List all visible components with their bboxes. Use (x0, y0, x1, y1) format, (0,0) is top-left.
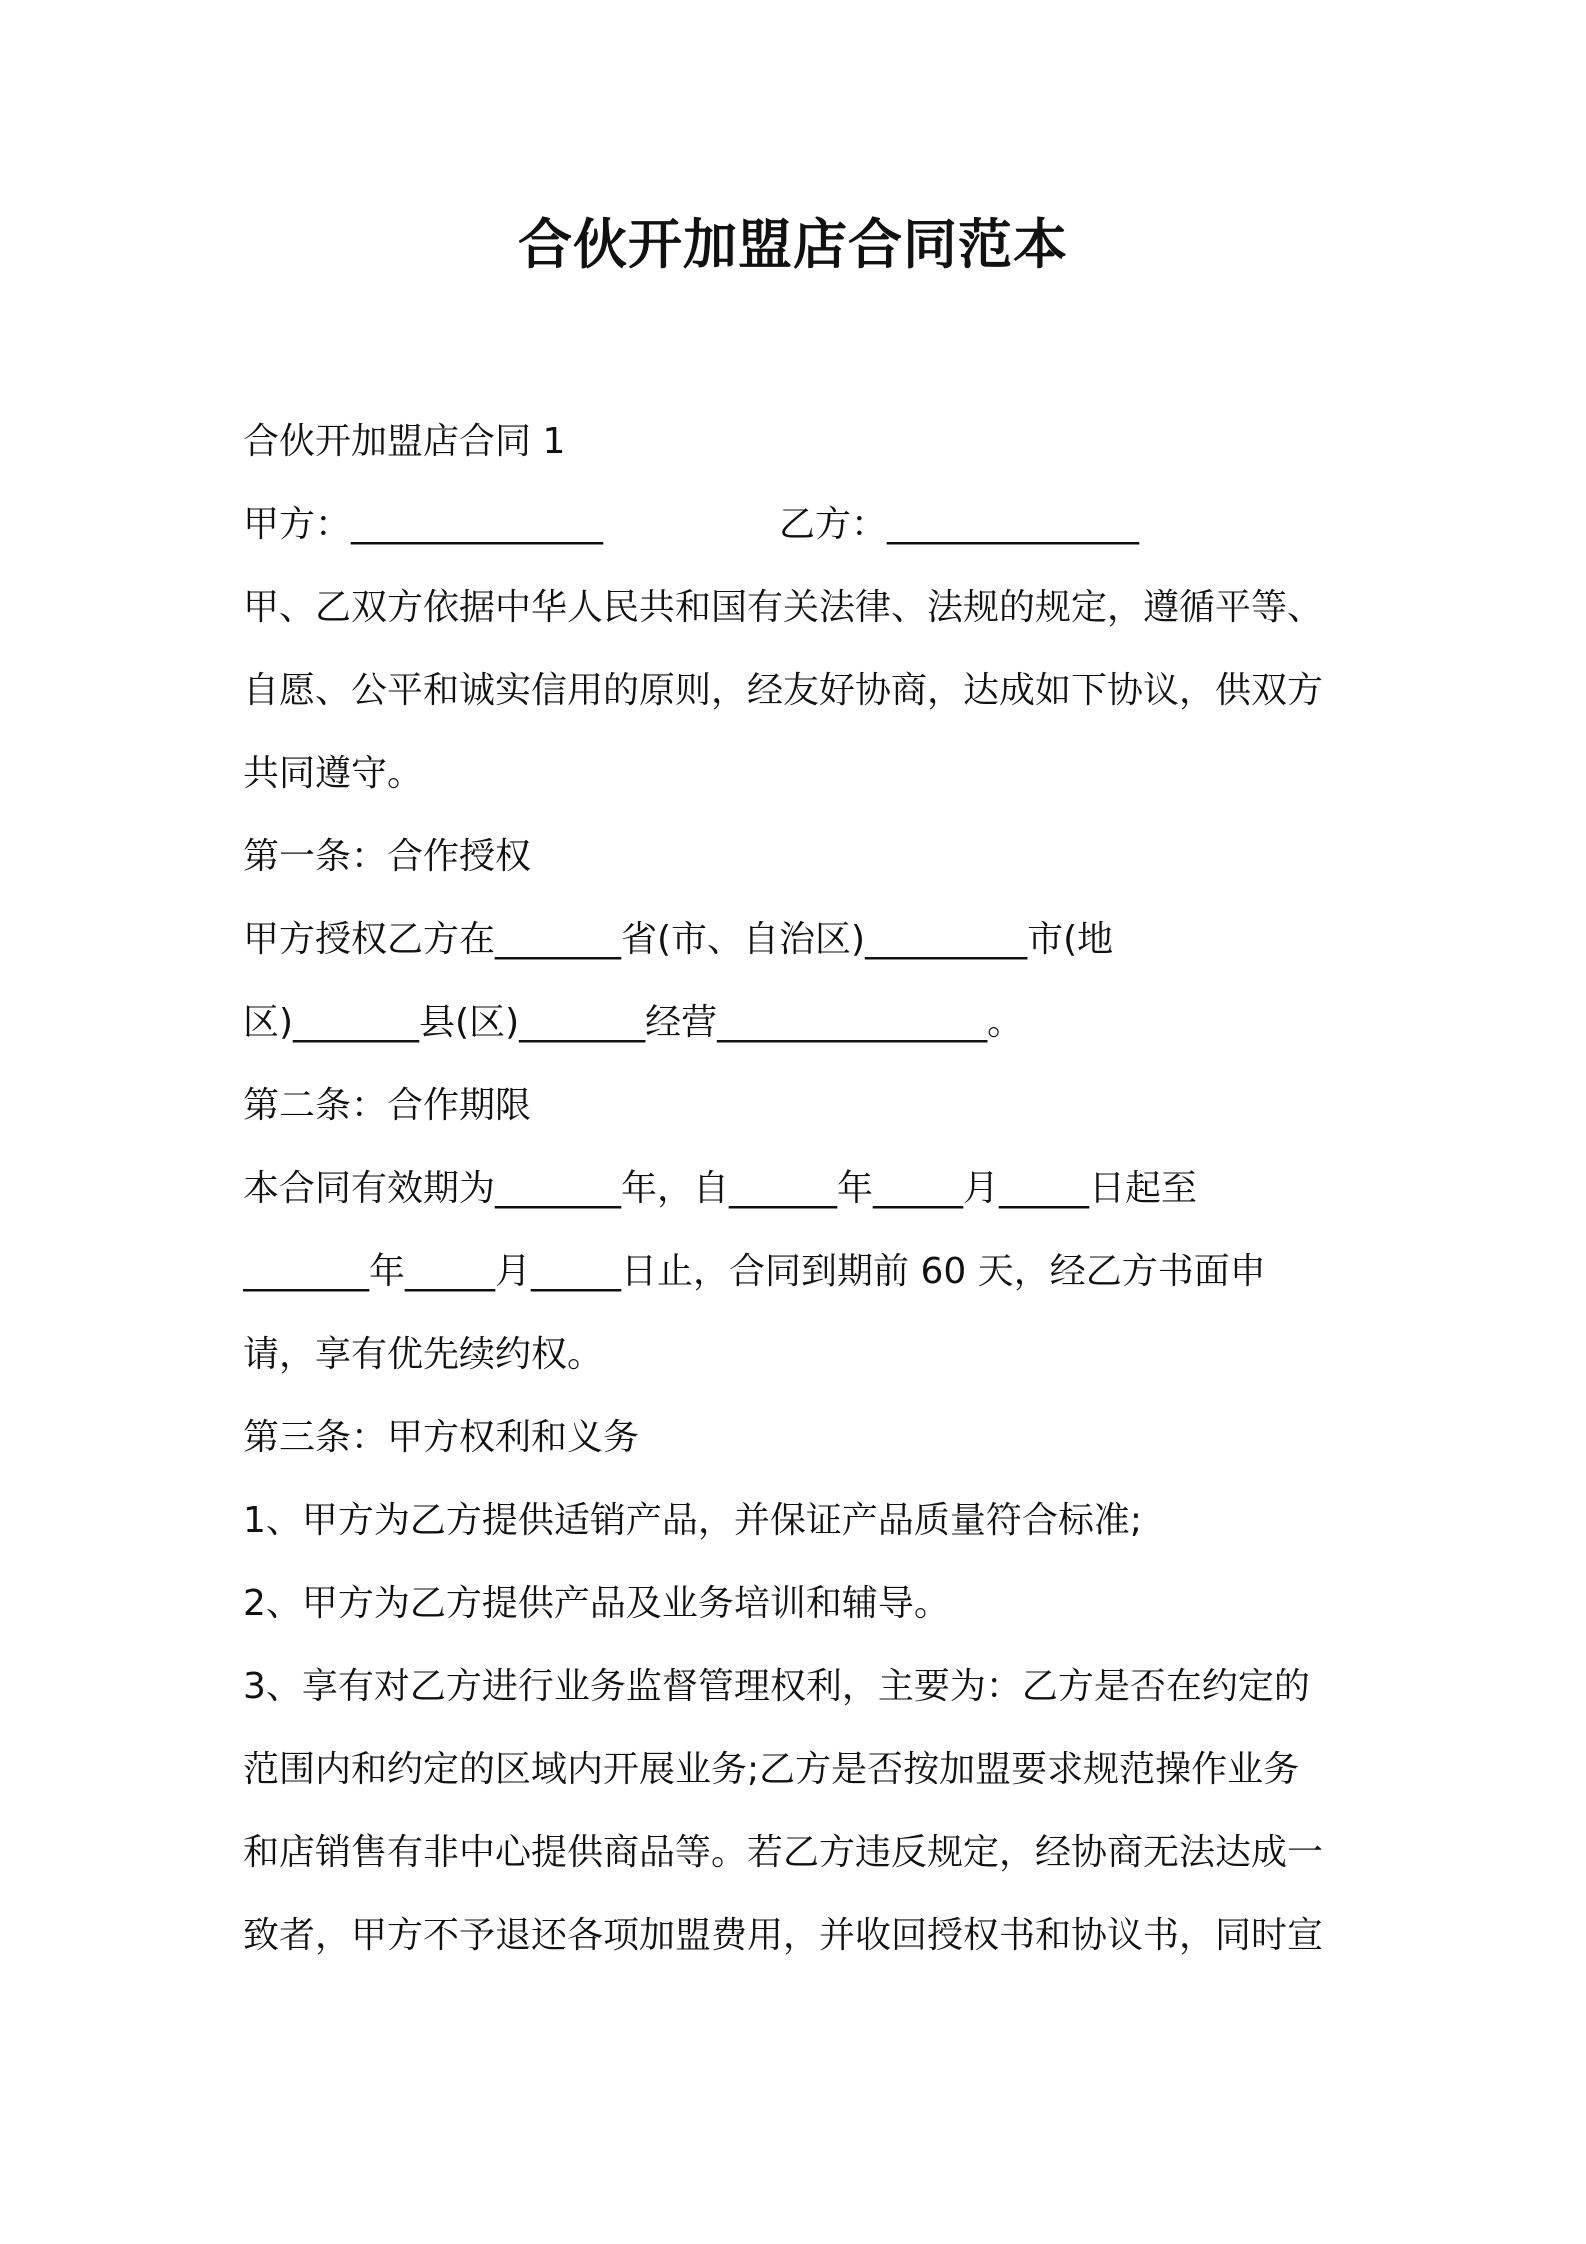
paragraph-line: 甲、乙双方依据中华人民共和国有关法律、法规的规定，遵循平等、 (243, 587, 1324, 628)
paragraph-line: 和店销售有非中心提供商品等。若乙方违反规定，经协商无法达成一 (243, 1832, 1324, 1873)
paragraph-line: 本合同有效期为_______年，自______年_____月_____日起至 (243, 1168, 1198, 1209)
contract-subtitle: 合伙开加盟店合同 1 (243, 421, 566, 462)
article-heading: 第二条：合作期限 (243, 1085, 532, 1126)
document-body (243, 400, 1353, 1977)
paragraph-line: 甲方授权乙方在_______省(市、自治区)_________市(地 (243, 919, 1114, 960)
paragraph-line: 范围内和约定的区域内开展业务;乙方是否按加盟要求规范操作业务 (243, 1749, 1300, 1790)
paragraph-line: 区)_______县(区)_______经营_______________。 (243, 1002, 1024, 1043)
article-heading: 第一条：合作授权 (243, 836, 532, 877)
paragraph-line: 2、甲方为乙方提供产品及业务培训和辅导。 (243, 1583, 950, 1624)
paragraph-line: 请，享有优先续约权。 (243, 1334, 604, 1375)
party-b-field: 乙方：______________ (779, 504, 1140, 545)
paragraph-line: 致者，甲方不予退还各项加盟费用，并收回授权书和协议书，同时宣 (243, 1915, 1324, 1956)
paragraph-line: 3、享有对乙方进行业务监督管理权利，主要为：乙方是否在约定的 (243, 1666, 1310, 1707)
paragraph-line: 共同遵守。 (243, 753, 424, 794)
paragraph-line: 1、甲方为乙方提供适销产品，并保证产品质量符合标准; (243, 1500, 1143, 1541)
party-a-field: 甲方：______________ (243, 504, 604, 545)
paragraph-line: 自愿、公平和诚实信用的原则，经友好协商，达成如下协议，供双方 (243, 670, 1324, 711)
article-heading: 第三条：甲方权利和义务 (243, 1417, 640, 1458)
document-title: 合伙开加盟店合同范本 (518, 213, 1068, 276)
paragraph-line: _______年_____月_____日止，合同到期前 60 天，经乙方书面申 (243, 1251, 1266, 1292)
parties-line (243, 483, 1353, 566)
